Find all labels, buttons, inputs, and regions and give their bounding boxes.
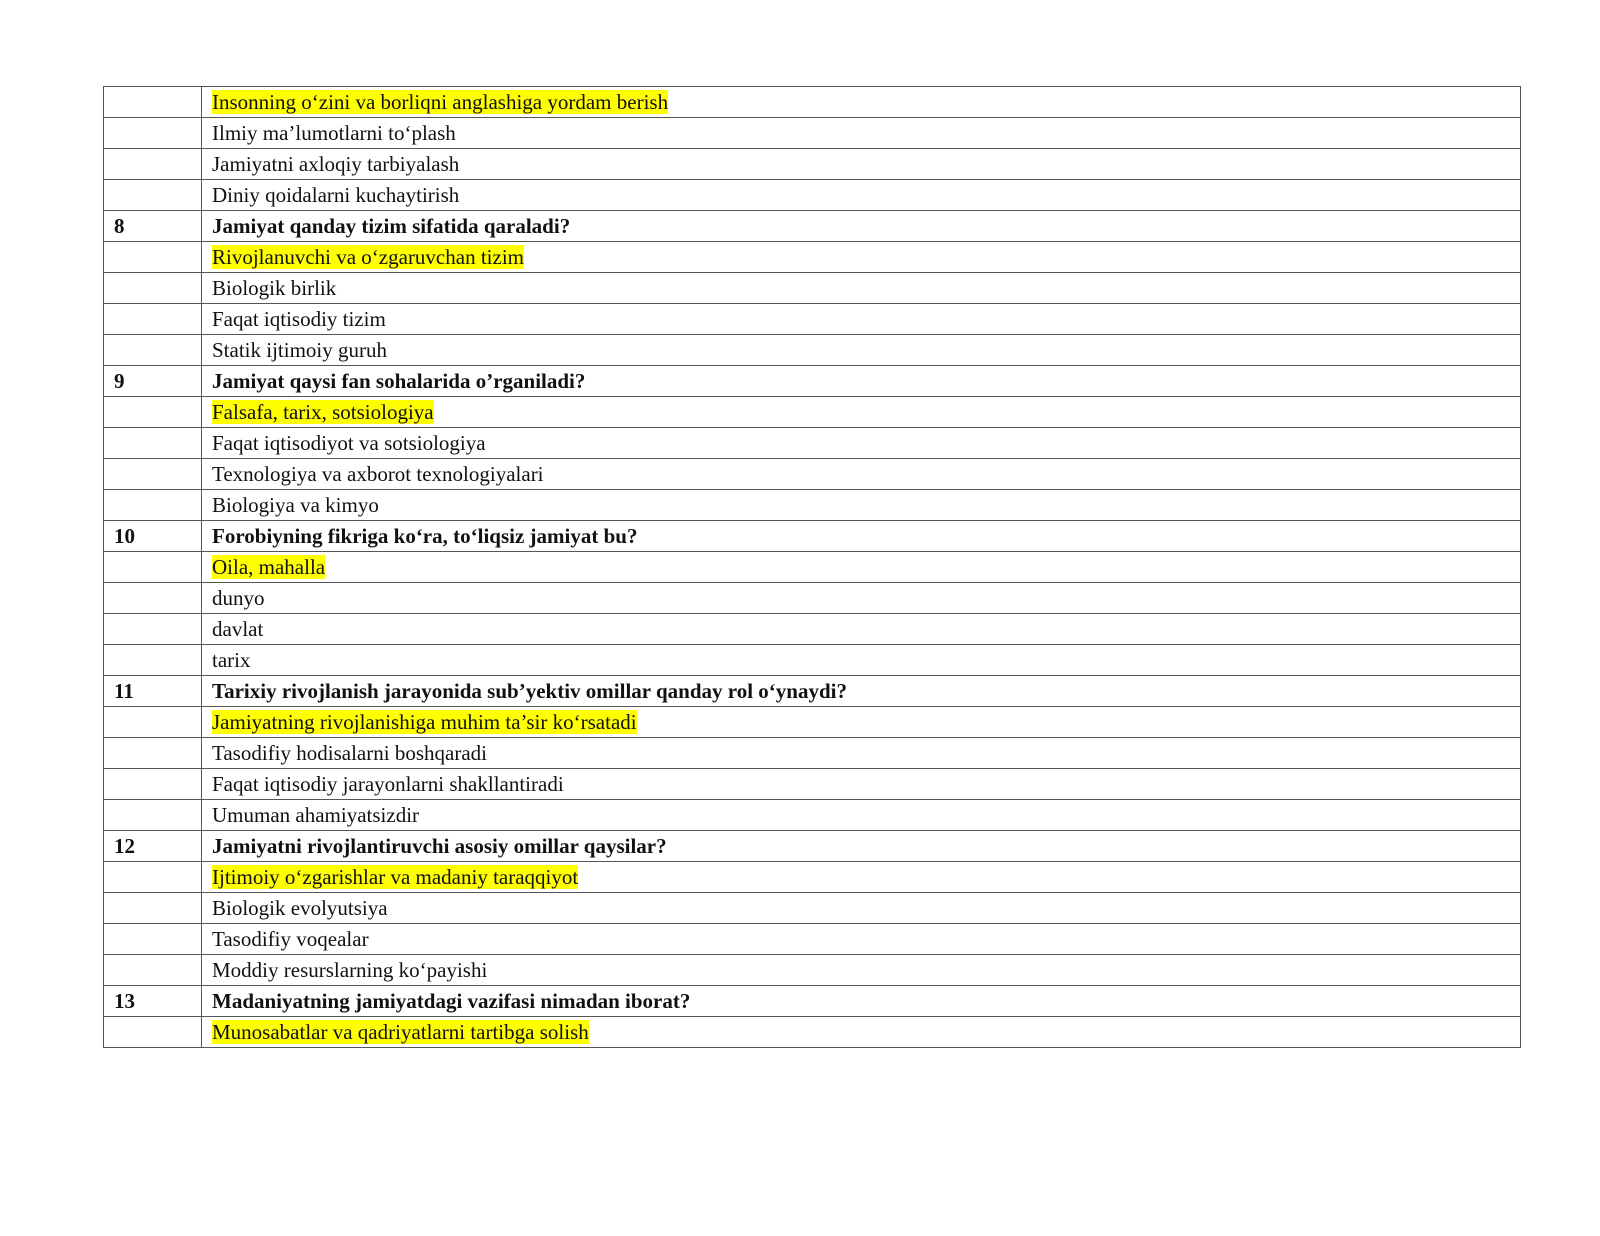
- question-number-cell: [104, 614, 202, 645]
- question-number-cell: 9: [104, 366, 202, 397]
- question-number-cell: [104, 893, 202, 924]
- answer-text: Jamiyatni axloqiy tarbiyalash: [212, 152, 460, 176]
- answer-option-row: [104, 707, 1521, 738]
- question-text: Jamiyat qanday tizim sifatida qaraladi?: [212, 214, 571, 238]
- answer-text: Ilmiy ma’lumotlarni to‘plash: [212, 121, 456, 145]
- question-text: Forobiyning fikriga ko‘ra, to‘liqsiz jamiyat bu?: [212, 524, 638, 548]
- answer-text-cell: [202, 862, 1521, 893]
- answer-text: dunyo: [212, 586, 265, 610]
- question-number-cell: [104, 242, 202, 273]
- answer-option-row: [104, 87, 1521, 118]
- answer-option-row: [104, 304, 1521, 335]
- answer-text-cell: [202, 769, 1521, 800]
- answer-text-cell: [202, 893, 1521, 924]
- question-row: [104, 986, 1521, 1017]
- answer-option-row: [104, 645, 1521, 676]
- answer-option-row: [104, 397, 1521, 428]
- question-number-cell: [104, 273, 202, 304]
- answer-option-row: [104, 738, 1521, 769]
- question-text-cell: [202, 831, 1521, 862]
- question-number-cell: [104, 552, 202, 583]
- answer-option-row: [104, 490, 1521, 521]
- question-text: Jamiyat qaysi fan sohalarida o’rganiladi?: [212, 369, 586, 393]
- answer-text-cell: [202, 614, 1521, 645]
- question-number-cell: [104, 583, 202, 614]
- question-number-cell: [104, 335, 202, 366]
- answer-text: Umuman ahamiyatsizdir: [212, 803, 420, 827]
- answer-text: Faqat iqtisodiy tizim: [212, 307, 386, 331]
- question-row: [104, 831, 1521, 862]
- answer-text-cell: [202, 800, 1521, 831]
- answer-text: Texnologiya va axborot texnologiyalari: [212, 462, 544, 486]
- question-number-cell: 10: [104, 521, 202, 552]
- correct-answer-text: Falsafa, tarix, sotsiologiya: [212, 400, 434, 424]
- answer-text: Biologik birlik: [212, 276, 337, 300]
- answer-option-row: [104, 1017, 1521, 1048]
- answer-text-cell: [202, 1017, 1521, 1048]
- answer-text-cell: [202, 304, 1521, 335]
- answer-text: Tasodifiy hodisalarni boshqaradi: [212, 741, 487, 765]
- quiz-table-body: [104, 87, 1521, 1048]
- answer-text-cell: [202, 955, 1521, 986]
- answer-text-cell: [202, 273, 1521, 304]
- question-number-cell: [104, 707, 202, 738]
- question-number-cell: [104, 738, 202, 769]
- question-row: [104, 366, 1521, 397]
- question-number-cell: [104, 924, 202, 955]
- answer-option-row: [104, 614, 1521, 645]
- answer-option-row: [104, 273, 1521, 304]
- answer-option-row: [104, 552, 1521, 583]
- question-number-cell: [104, 955, 202, 986]
- question-number-cell: [104, 180, 202, 211]
- answer-text-cell: [202, 583, 1521, 614]
- answer-text-cell: [202, 428, 1521, 459]
- answer-text: Biologik evolyutsiya: [212, 896, 388, 920]
- question-number-cell: [104, 490, 202, 521]
- answer-text: Faqat iqtisodiy jarayonlarni shakllantiradi: [212, 772, 564, 796]
- correct-answer-text: Ijtimoiy o‘zgarishlar va madaniy taraqqiyot: [212, 865, 579, 889]
- question-text: Tarixiy rivojlanish jarayonida sub’yektiv omillar qanday rol o‘ynaydi?: [212, 679, 847, 703]
- answer-text-cell: [202, 335, 1521, 366]
- question-number-cell: 8: [104, 211, 202, 242]
- answer-text: Faqat iqtisodiyot va sotsiologiya: [212, 431, 486, 455]
- question-number-cell: [104, 87, 202, 118]
- answer-option-row: [104, 118, 1521, 149]
- question-number-cell: [104, 397, 202, 428]
- question-number-cell: [104, 459, 202, 490]
- correct-answer-text: Insonning o‘zini va borliqni anglashiga yordam berish: [212, 90, 669, 114]
- answer-option-row: [104, 924, 1521, 955]
- answer-text: Biologiya va kimyo: [212, 493, 379, 517]
- question-number-cell: [104, 428, 202, 459]
- question-text-cell: [202, 986, 1521, 1017]
- question-number-cell: [104, 862, 202, 893]
- answer-text-cell: [202, 87, 1521, 118]
- question-text-cell: [202, 366, 1521, 397]
- correct-answer-text: Munosabatlar va qadriyatlarni tartibga solish: [212, 1020, 589, 1044]
- answer-option-row: [104, 769, 1521, 800]
- answer-text: tarix: [212, 648, 251, 672]
- question-text: Jamiyatni rivojlantiruvchi asosiy omillar qaysilar?: [212, 834, 667, 858]
- answer-option-row: [104, 149, 1521, 180]
- question-text-cell: [202, 211, 1521, 242]
- answer-option-row: [104, 335, 1521, 366]
- answer-option-row: [104, 242, 1521, 273]
- answer-text-cell: [202, 118, 1521, 149]
- answer-text-cell: [202, 552, 1521, 583]
- question-row: [104, 676, 1521, 707]
- answer-text-cell: [202, 242, 1521, 273]
- question-text: Madaniyatning jamiyatdagi vazifasi nimadan iborat?: [212, 989, 691, 1013]
- answer-text-cell: [202, 707, 1521, 738]
- answer-text-cell: [202, 490, 1521, 521]
- answer-text-cell: [202, 645, 1521, 676]
- answer-text: Moddiy resurslarning ko‘payishi: [212, 958, 488, 982]
- answer-text: Tasodifiy voqealar: [212, 927, 369, 951]
- question-number-cell: [104, 800, 202, 831]
- answer-option-row: [104, 428, 1521, 459]
- answer-text-cell: [202, 180, 1521, 211]
- question-text-cell: [202, 521, 1521, 552]
- question-row: [104, 211, 1521, 242]
- answer-option-row: [104, 459, 1521, 490]
- answer-option-row: [104, 800, 1521, 831]
- question-row: [104, 521, 1521, 552]
- question-number-cell: [104, 149, 202, 180]
- answer-text-cell: [202, 397, 1521, 428]
- answer-option-row: [104, 893, 1521, 924]
- correct-answer-text: Oila, mahalla: [212, 555, 326, 579]
- question-number-cell: [104, 118, 202, 149]
- question-number-cell: [104, 304, 202, 335]
- answer-text-cell: [202, 738, 1521, 769]
- answer-option-row: [104, 955, 1521, 986]
- answer-option-row: [104, 583, 1521, 614]
- answer-text: Diniy qoidalarni kuchaytirish: [212, 183, 460, 207]
- answer-text-cell: [202, 924, 1521, 955]
- correct-answer-text: Jamiyatning rivojlanishiga muhim ta’sir ko‘rsatadi: [212, 710, 637, 734]
- answer-text-cell: [202, 459, 1521, 490]
- question-text-cell: [202, 676, 1521, 707]
- answer-option-row: [104, 862, 1521, 893]
- question-number-cell: 12: [104, 831, 202, 862]
- question-number-cell: [104, 769, 202, 800]
- correct-answer-text: Rivojlanuvchi va o‘zgaruvchan tizim: [212, 245, 524, 269]
- answer-text: davlat: [212, 617, 264, 641]
- question-number-cell: [104, 645, 202, 676]
- answer-text-cell: [202, 149, 1521, 180]
- question-number-cell: 13: [104, 986, 202, 1017]
- question-number-cell: [104, 1017, 202, 1048]
- answer-option-row: [104, 180, 1521, 211]
- quiz-table: [103, 86, 1521, 1048]
- answer-text: Statik ijtimoiy guruh: [212, 338, 388, 362]
- question-number-cell: 11: [104, 676, 202, 707]
